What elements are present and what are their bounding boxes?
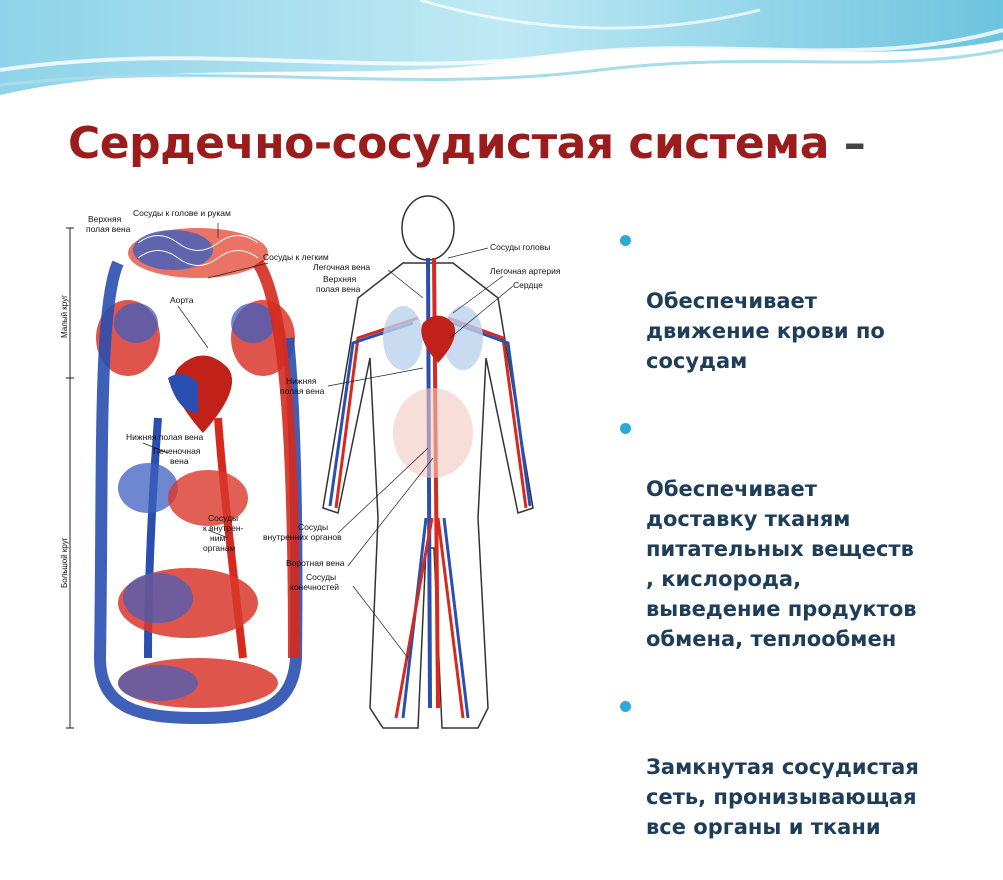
bullet-text: Замкнутая сосудистая сеть, пронизывающая все органы и ткани: [646, 755, 919, 839]
label-body-ivc-2: полая вена: [280, 386, 325, 396]
label-svc-2: полая вена: [86, 224, 131, 234]
human-body-scheme: [263, 196, 561, 728]
label-hepatic-2: вена: [170, 456, 189, 466]
circulation-scheme: [60, 208, 329, 728]
label-top-vessels: Сосуды к голове и рукам: [133, 208, 231, 218]
bullet-dot-icon: [620, 701, 631, 712]
label-body-organs-1: Сосуды: [298, 522, 329, 532]
label-organs-4: органам: [203, 543, 236, 553]
label-portal-vein: Воротная вена: [286, 558, 345, 568]
label-organs-3: ним: [210, 533, 226, 543]
bullet-list: [618, 226, 990, 880]
bullet-text: Обеспечивает доставку тканям питательных веществ , кислорода, выведение продуктов обмена, теплообмен: [646, 477, 917, 651]
label-pulmonary-artery: Легочная артерия: [490, 266, 561, 276]
bullet-text: Обеспечивает движение крови по сосудам: [646, 289, 885, 373]
label-aorta: Аорта: [170, 295, 194, 305]
label-limb-vessels-2: конечностей: [290, 582, 340, 592]
label-body-svc-1: Верхняя: [323, 274, 357, 284]
label-limb-vessels-1: Сосуды: [306, 572, 337, 582]
label-hepatic-1: Печеночная: [153, 446, 201, 456]
label-organs-2: к внутрен-: [203, 523, 244, 533]
title-dash: –: [843, 118, 866, 169]
big-circle-label: Большой круг: [60, 537, 69, 588]
small-circle-label: Малый круг: [60, 294, 69, 338]
header-wave-decoration: [0, 0, 1003, 110]
bullet-item: [618, 692, 990, 842]
bullet-dot-icon: [620, 235, 631, 246]
label-body-svc-2: полая вена: [316, 284, 361, 294]
label-pulmonary-vein: Легочная вена: [313, 262, 371, 272]
label-head-vessels: Сосуды головы: [490, 242, 551, 252]
circulatory-system-figure: [58, 188, 603, 740]
label-svc-1: Верхняя: [88, 214, 122, 224]
bullet-item: [618, 226, 990, 376]
bullet-item: [618, 414, 990, 654]
bullet-dot-icon: [620, 423, 631, 434]
page-title: [68, 118, 865, 169]
label-lung-vessels: Сосуды к легким: [263, 252, 329, 262]
title-text: Сердечно-сосудистая система: [68, 118, 829, 169]
label-ivc: Нижняя полая вена: [126, 432, 204, 442]
circulatory-system-svg: [58, 188, 603, 740]
label-body-ivc-1: Нижняя: [286, 376, 317, 386]
label-organs-1: Сосуды: [208, 513, 239, 523]
label-heart: Сердце: [513, 280, 543, 290]
label-body-organs-2: внутренних органов: [263, 532, 342, 542]
